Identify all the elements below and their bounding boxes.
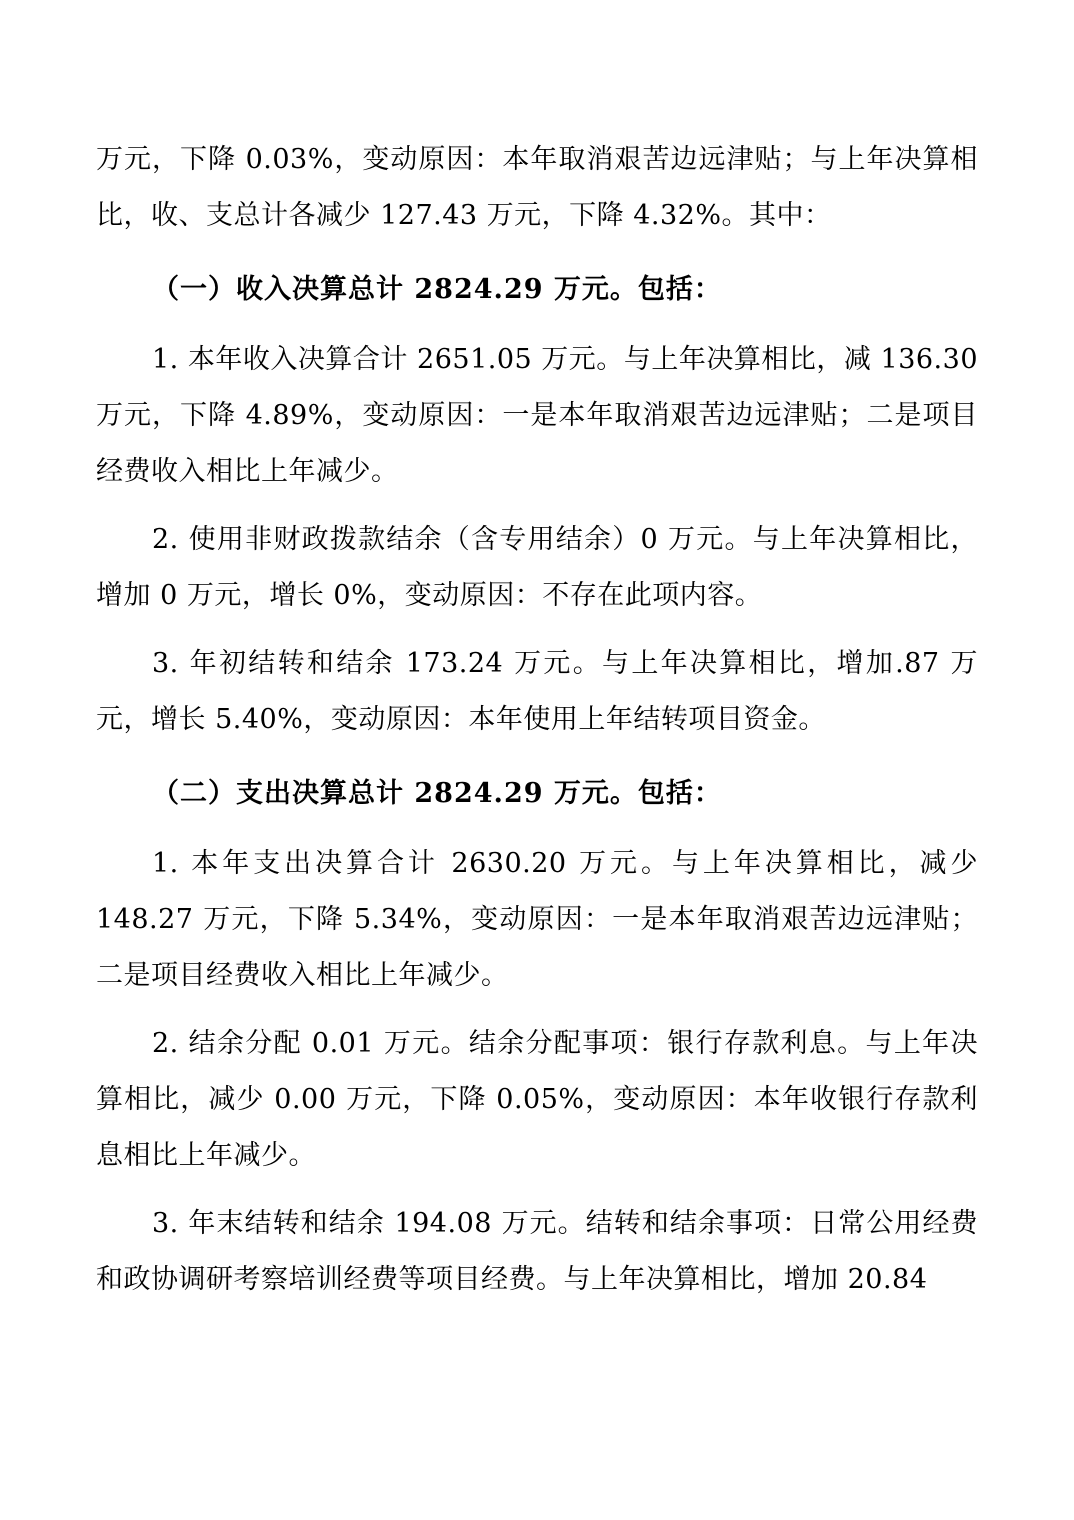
- paragraph-income-item-1: 1. 本年收入决算合计 2651.05 万元。与上年决算相比，减 136.30 万元，下降 4.89%，变动原因：一是本年取消艰苦边远津贴；二是项目经费收入相比上年减少。: [96, 344, 978, 487]
- paragraph-expense-item-3: 3. 年末结转和结余 194.08 万元。结转和结余事项：日常公用经费和政协调研考察培训经费等项目经费。与上年决算相比，增加 20.84: [96, 1208, 978, 1295]
- paragraph-income-item-3: 3. 年初结转和结余 173.24 万元。与上年决算相比，增加.87 万元，增长 5.40%，变动原因：本年使用上年结转项目资金。: [96, 648, 978, 735]
- section-heading-expense: （二）支出决算总计 2824.29 万元。包括：: [152, 778, 722, 809]
- paragraph-intro: 万元，下降 0.03%，变动原因：本年取消艰苦边远津贴；与上年决算相比，收、支总计各减少 127.43 万元，下降 4.32%。其中：: [96, 144, 978, 231]
- paragraph-expense-item-2: 2. 结余分配 0.01 万元。结余分配事项：银行存款利息。与上年决算相比，减少 0.00 万元，下降 0.05%，变动原因：本年收银行存款利息相比上年减少。: [96, 1028, 978, 1171]
- section-heading-income: （一）收入决算总计 2824.29 万元。包括：: [152, 274, 722, 305]
- document-body: [96, 132, 978, 1308]
- paragraph-expense-item-1: 1. 本年支出决算合计 2630.20 万元。与上年决算相比，减少 148.27 万元，下降 5.34%，变动原因：一是本年取消艰苦边远津贴；二是项目经费收入相比上年减少。: [96, 848, 978, 991]
- paragraph-income-item-2: 2. 使用非财政拨款结余（含专用结余）0 万元。与上年决算相比，增加 0 万元，增长 0%，变动原因：不存在此项内容。: [96, 524, 978, 611]
